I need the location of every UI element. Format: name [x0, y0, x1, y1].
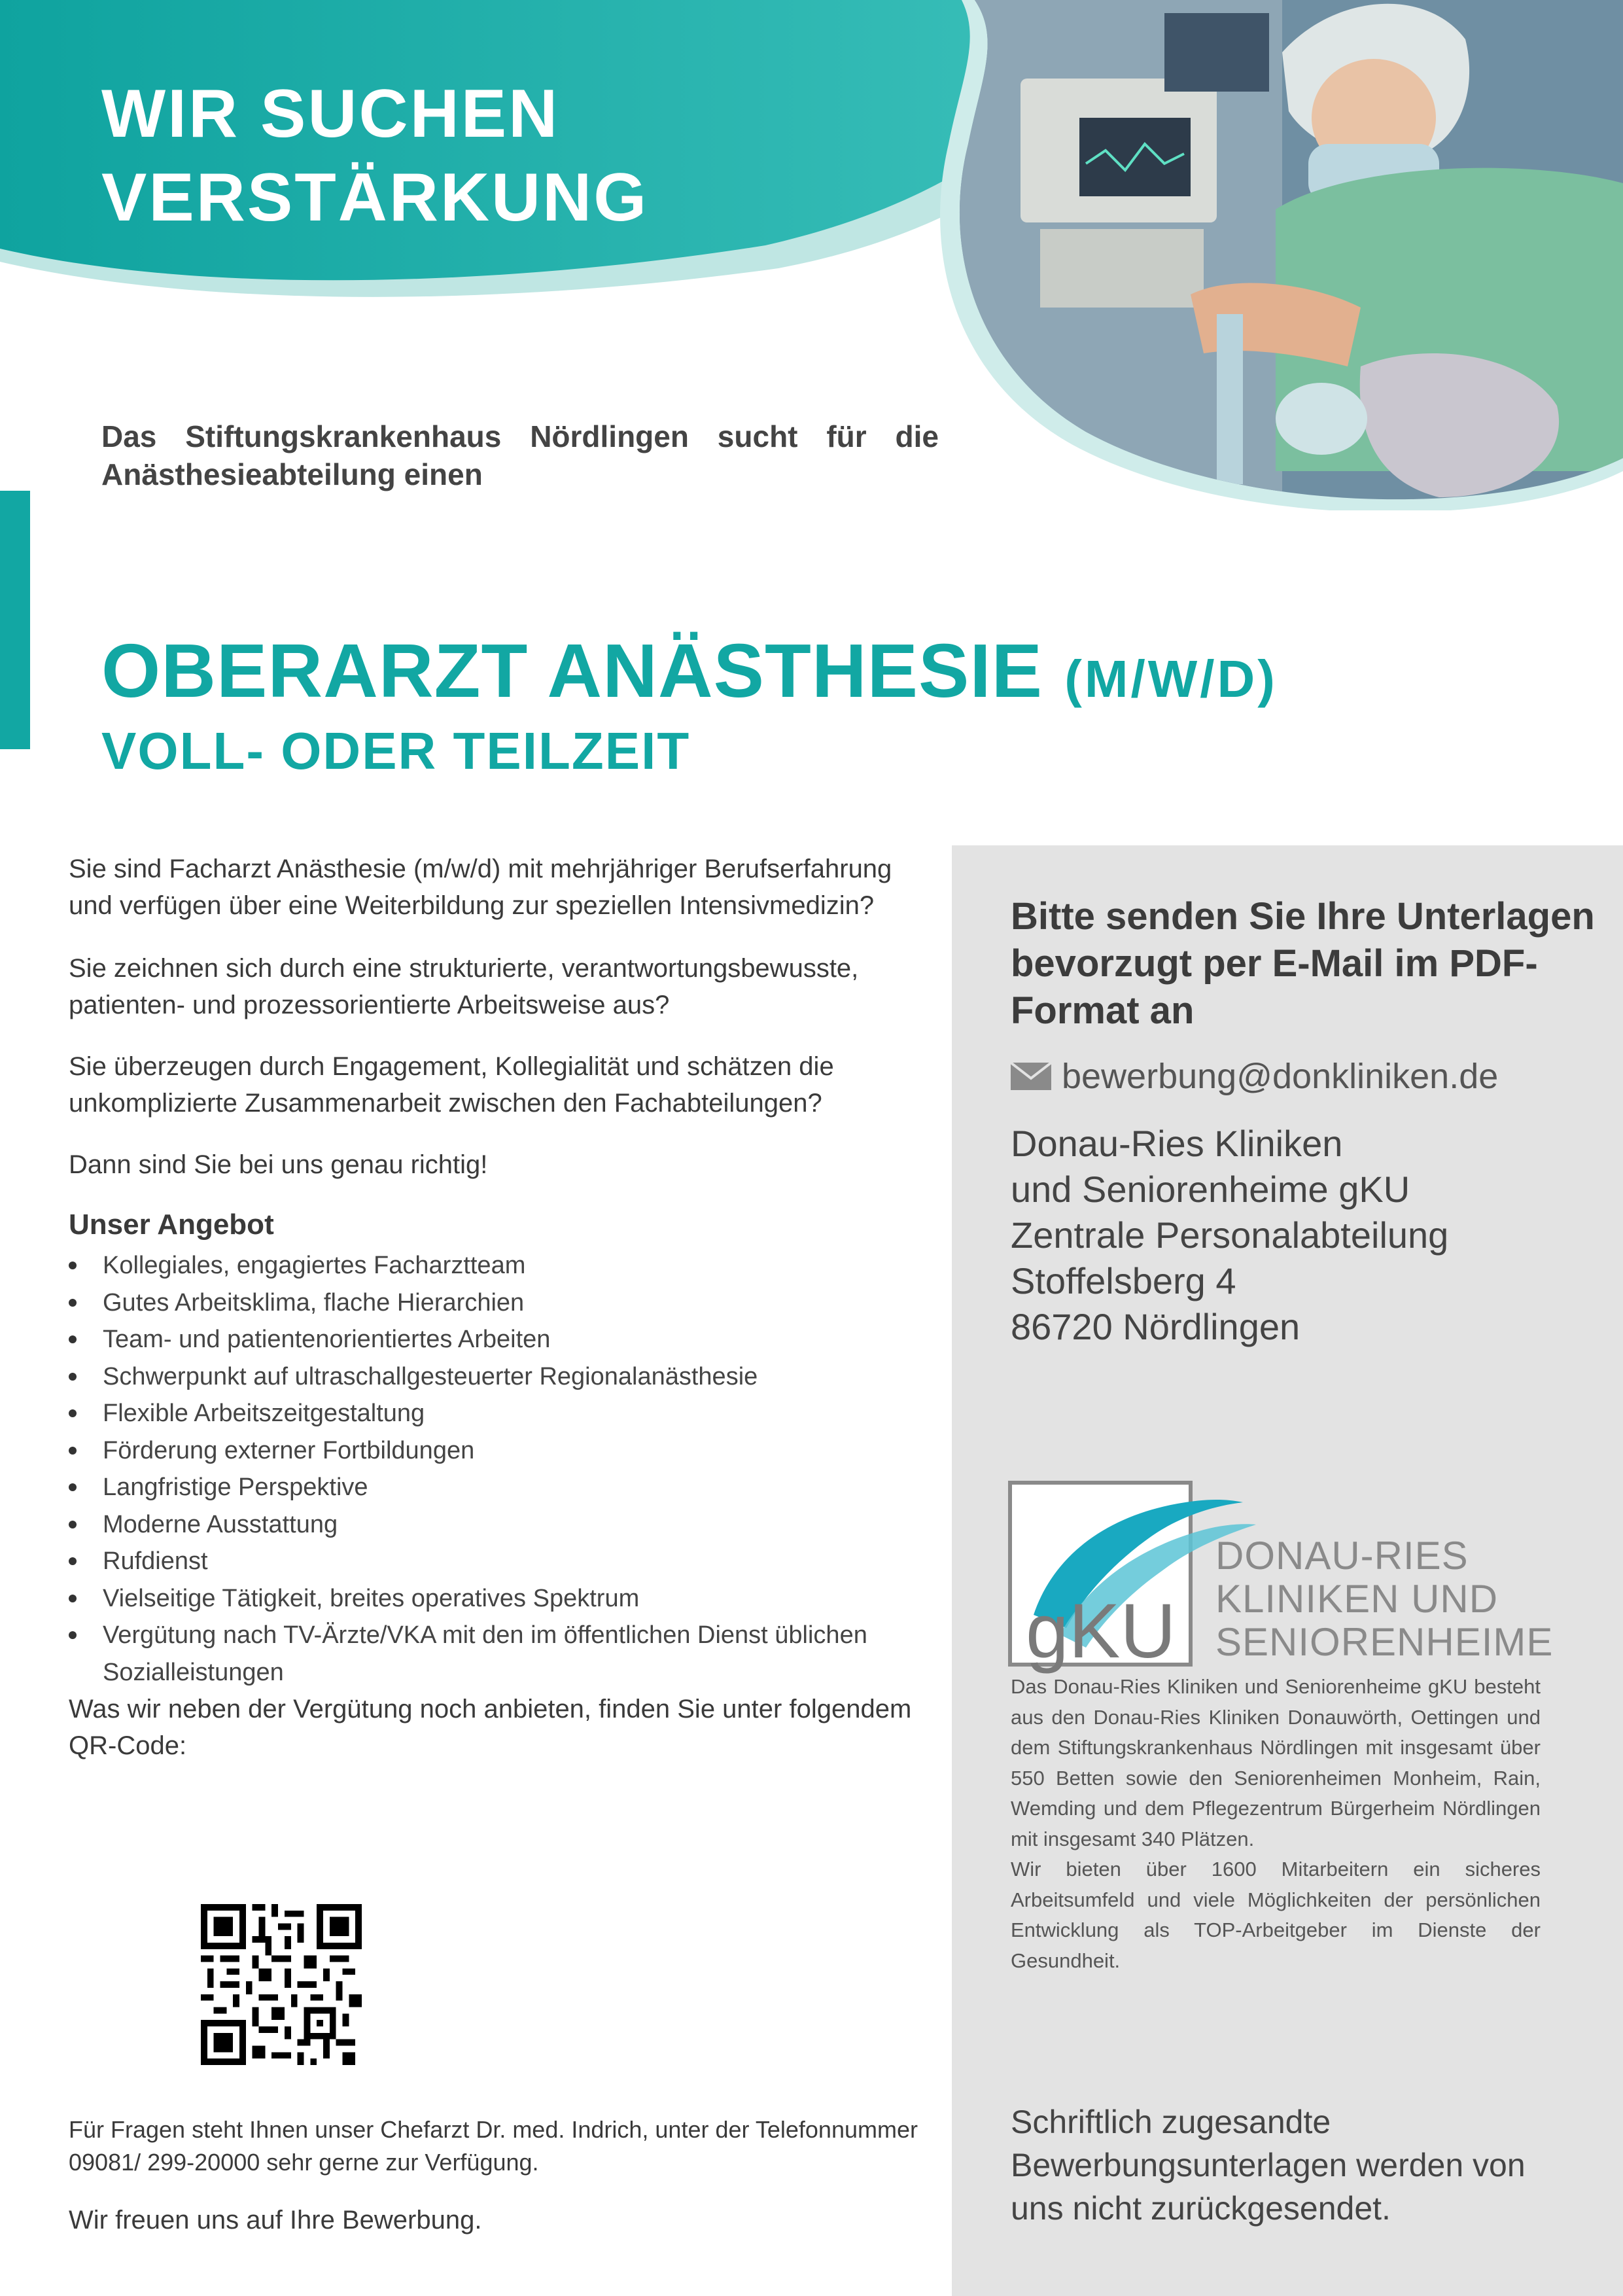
- bullet-icon: [69, 1521, 77, 1528]
- address-line: Zentrale Personalabteilung: [1011, 1214, 1449, 1256]
- email-row: [1011, 1053, 1498, 1099]
- headline: [101, 72, 648, 239]
- logo-line: KLINIKEN UND: [1215, 1577, 1499, 1621]
- logo-line: SENIORENHEIME: [1215, 1620, 1554, 1664]
- gender-label: (M/W/D): [1064, 650, 1278, 708]
- bullet-icon: [69, 1483, 77, 1491]
- list-item: Vielseitige Tätigkeit, breites operatives Spektrum: [69, 1580, 932, 1617]
- address-line: und Seniorenheime gKU: [1011, 1169, 1410, 1210]
- qr-intro: Was wir neben der Vergütung noch anbieten, finden Sie unter folgendem QR-Code:: [69, 1695, 912, 1760]
- logo-wordmark: [1215, 1534, 1553, 1664]
- offer-list: [69, 1247, 932, 1691]
- headline-line-2: VERSTÄRKUNG: [101, 160, 649, 236]
- list-item: Schwerpunkt auf ultraschallgesteuerter Regionalanästhesie: [69, 1358, 932, 1396]
- surgeon-photo: [942, 0, 1623, 510]
- accent-bar: [0, 491, 30, 749]
- list-item: Gutes Arbeitsklima, flache Hierarchien: [69, 1284, 932, 1322]
- bullet-icon: [69, 1299, 77, 1307]
- return-note: Schriftlich zugesandte Bewerbungsunterlagen werden von uns nicht zurückgesendet.: [1011, 2104, 1526, 2227]
- list-item: Rufdienst: [69, 1543, 932, 1580]
- job-subtitle: VOLL- ODER TEILZEIT: [101, 722, 691, 780]
- about-organisation: [1011, 1672, 1541, 1976]
- paragraph-qualification: Sie sind Facharzt Anästhesie (m/w/d) mit mehrjähriger Berufserfahrung und verfügen über eine Weiterbildung zur speziellen Intensivmedizin?: [69, 855, 892, 920]
- about-paragraph: Wir bieten über 1600 Mitarbeitern ein sicheres Arbeitsumfeld und viele Möglichkeiten der persönlichen Entwicklung als TOP-Arbeitgeber im Dienste der Gesundheit.: [1011, 1858, 1541, 1972]
- bullet-icon: [69, 1557, 77, 1565]
- paragraph-work-style: Sie zeichnen sich durch eine strukturierte, verantwortungsbewusste, patienten- und prozessorientierte Arbeitsweise aus?: [69, 954, 859, 1019]
- bullet-icon: [69, 1631, 77, 1639]
- list-item: Moderne Ausstattung: [69, 1506, 932, 1544]
- address-line: 86720 Nördlingen: [1011, 1306, 1300, 1347]
- paragraph-engagement: Sie überzeugen durch Engagement, Kollegialität und schätzen die unkomplizierte Zusammenarbeit zwischen den Fachabteilungen?: [69, 1052, 834, 1118]
- email-link[interactable]: bewerbung@donkliniken.de: [1062, 1057, 1499, 1096]
- intro-text: Das Stiftungskrankenhaus Nördlingen sucht für die Anästhesieabteilung einen: [101, 419, 939, 491]
- closing-line: Wir freuen uns auf Ihre Bewerbung.: [69, 2206, 482, 2234]
- bullet-icon: [69, 1373, 77, 1381]
- offer-heading: Unser Angebot: [69, 1209, 274, 1241]
- job-title: [101, 628, 1278, 722]
- headline-line-1: WIR SUCHEN: [101, 76, 560, 152]
- logo-mark: gKU: [1026, 1588, 1176, 1674]
- about-paragraph: Das Donau-Ries Kliniken und Seniorenheime gKU besteht aus den Donau-Ries Kliniken Donauwörth, Oettingen und dem Stiftungskrankenhaus Nördlingen mit insgesamt über 550 Betten sowie den Seniorenheimen Monheim, Rain, Wemding und dem Pflegezentrum Bürgerheim Nördlingen mit insgesamt 340 Plätzen.: [1011, 1675, 1541, 1850]
- bullet-icon: [69, 1595, 77, 1602]
- job-title-text: OBERARZT ANÄSTHESIE: [101, 628, 1043, 713]
- address-line: Stoffelsberg 4: [1011, 1260, 1236, 1301]
- application-instruction: Bitte senden Sie Ihre Unterlagen bevorzugt per E-Mail im PDF-Format an: [1011, 895, 1595, 1032]
- list-item: Langfristige Perspektive: [69, 1469, 932, 1506]
- list-item: Kollegiales, engagiertes Facharztteam: [69, 1247, 932, 1284]
- questions-contact: Für Fragen steht Ihnen unser Chefarzt Dr. med. Indrich, unter der Telefonnummer 09081/ 299-20000 sehr gerne zur Verfügung.: [69, 2116, 918, 2176]
- bullet-icon: [69, 1262, 77, 1269]
- list-item: Flexible Arbeitszeitgestaltung: [69, 1395, 932, 1432]
- list-item: Förderung externer Fortbildungen: [69, 1432, 932, 1470]
- main-content: [69, 851, 932, 1764]
- list-item: Team- und patientenorientiertes Arbeiten: [69, 1321, 932, 1358]
- bullet-icon: [69, 1447, 77, 1455]
- mail-icon: [1011, 1063, 1051, 1090]
- paragraph-right-place: Dann sind Sie bei uns genau richtig!: [69, 1150, 488, 1179]
- logo-line: DONAU-RIES: [1215, 1534, 1469, 1578]
- bullet-icon: [69, 1409, 77, 1417]
- bullet-icon: [69, 1335, 77, 1343]
- list-item: Vergütung nach TV-Ärzte/VKA mit den im öffentlichen Dienst üblichen Sozialleistungen: [69, 1617, 932, 1691]
- qr-code[interactable]: [201, 1904, 362, 2065]
- address-line: Donau-Ries Kliniken: [1011, 1123, 1343, 1164]
- postal-address: [1011, 1121, 1448, 1350]
